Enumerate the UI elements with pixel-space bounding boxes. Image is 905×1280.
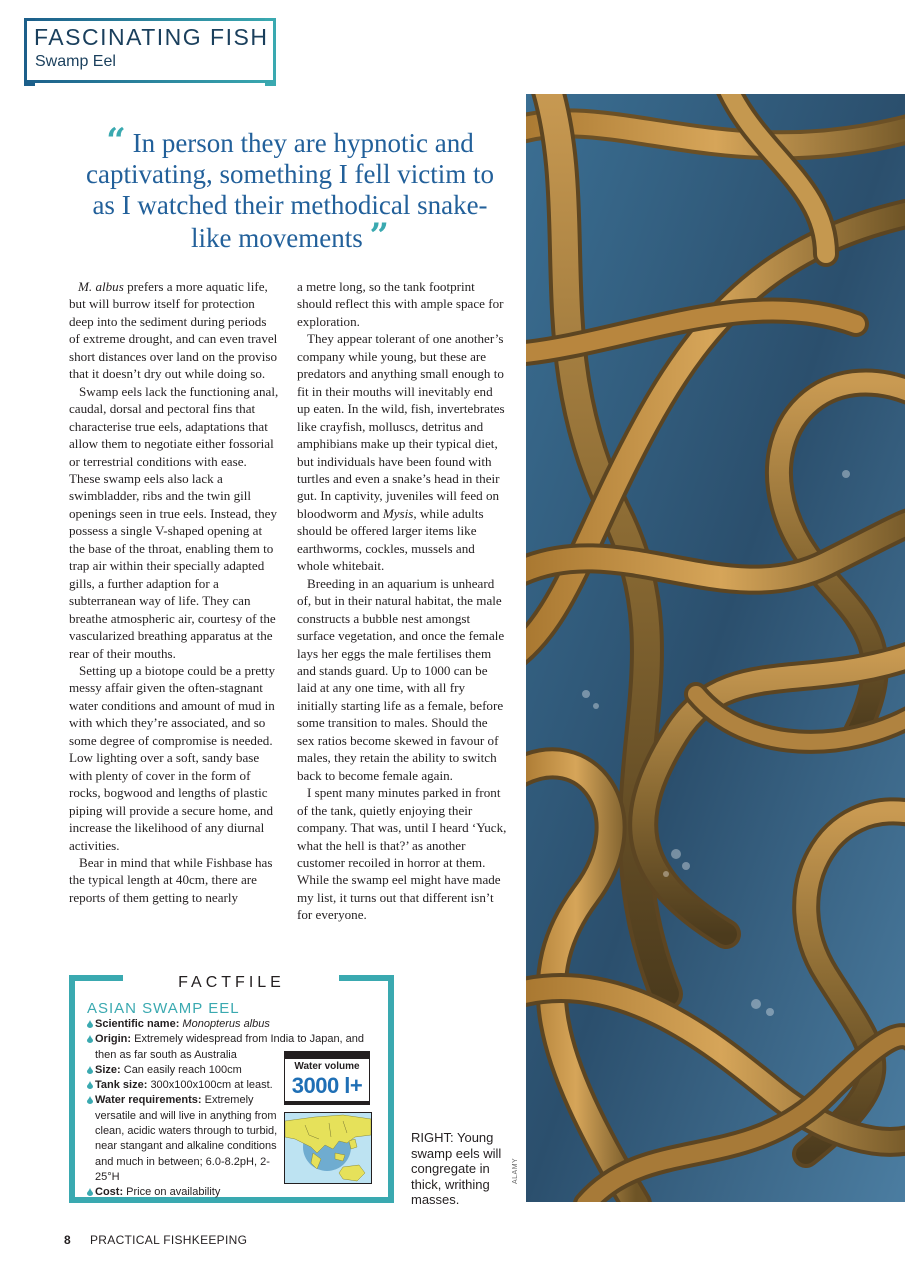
- paragraph: I spent many minutes parked in front of the tank, quietly enjoying their company. That was, until I heard ‘Yuck, what the hell is that?’ as another customer recoiled in horror at them. While the swamp eel might have made my list, it turns out that different isn’t for everyone.: [297, 785, 507, 923]
- paragraph: Swamp eels lack the functioning anal, caudal, dorsal and pectoral fins that characterise true eels, adaptations that allow them to negotiate either fossorial or terrestrial conditions with ease. These swamp eels also lack a swimbladder, ribs and the twin gill openings seen in true eels. Instead, they possess a single V-shaped opening at the base of the throat, enabling them to trap air within their specially adapted gills, a further adaption for a subterranean way of life. They can breathe atmospheric air, courtesy of the vascularized breathing apparatus at the rear of their mouths.: [69, 383, 279, 661]
- close-quote-icon: ”: [369, 216, 390, 256]
- section-title: FASCINATING FISH: [34, 24, 269, 50]
- droplet-icon: [87, 1035, 93, 1043]
- paragraph: Breeding in an aquarium is unheard of, but in their natural habitat, the male constructs a bubble nest amongst surface vegetation, and once the female lays her eggs the male fertilises them and stands guard. Up to 1000 can be laid at any one time, with all fry initially starting life as a female, before some transition to males. Should the sex ratios become skewed in favour of males, they retain the ability to switch back to become female again.: [297, 575, 505, 783]
- badge-bar-bottom: [284, 1101, 370, 1105]
- magazine-name: PRACTICAL FISHKEEPING: [90, 1233, 248, 1247]
- paragraph: They appear tolerant of one another’s company while young, but these are predators and anything small enough to fit in their mouths will inevitably end up eaten. In the wild, fish, invertebrates like crayfish, molluscs, detritus and amphibians make up their typical diet, but individuals have been found with turtles and even a snake’s head in their gut. In captivity, juveniles will feed on bloodworm and Mysis, while adults should be offered larger items like earthworms, cockles, mussels and whole whitebait.: [297, 331, 505, 574]
- factfile-item: Size: Can easily reach 100cm: [87, 1063, 382, 1078]
- factfile-box: [69, 975, 394, 1203]
- distribution-map: [284, 1112, 372, 1184]
- body-column-2: [297, 278, 507, 924]
- body-column-1: [69, 278, 279, 906]
- section-header: [24, 18, 274, 78]
- eels-illustration: [526, 94, 905, 1202]
- species-name: M. albus: [78, 279, 124, 294]
- factfile-item: Origin: Extremely widespread from India to Japan, and then as far south as Australia: [87, 1032, 382, 1063]
- droplet-icon: [87, 1096, 93, 1104]
- water-volume-value: 3000 l+: [291, 1073, 363, 1098]
- droplet-icon: [87, 1066, 93, 1074]
- header-border-top: [24, 18, 276, 21]
- header-border-bottom: [24, 80, 276, 83]
- badge-bar-top: [284, 1051, 370, 1059]
- page-number: 8: [64, 1233, 71, 1247]
- paragraph: Setting up a biotope could be a pretty messy affair given the often-stagnant water conditions and amount of mud in with which they’re associated, and so some degree of compromise is needed. Low lighting over a soft, sandy base with plenty of cover in the form of rocks, bogwood and lengths of plastic piping will provide a secure home, and increase the likelihood of any diurnal activities.: [69, 662, 275, 853]
- swamp-eels-photo: [526, 94, 905, 1202]
- species-name: Mysis: [382, 505, 414, 521]
- article-subtitle: Swamp Eel: [35, 53, 116, 70]
- factfile-title: FACTFILE: [178, 974, 285, 991]
- pull-quote-text: In person they are hypnotic and captivating, something I fell victim to as I watched their methodical snake-like movements: [86, 128, 494, 253]
- pull-quote: [80, 121, 500, 256]
- photo-caption: RIGHT: Young swamp eels will congregate in thick, writhing masses.: [411, 1130, 502, 1207]
- factfile-species: ASIAN SWAMP EEL: [87, 1000, 240, 1017]
- factfile-item: Scientific name: Monopterus albus: [87, 1017, 382, 1032]
- open-quote-icon: “: [106, 121, 126, 161]
- factfile-item: Water requirements: Extremely versatile and will live in anything from clean, acidic waters through to turbid, near stangant and alkaline conditions and much in between; 6.0-8.2pH, 2-25°H: [87, 1093, 280, 1185]
- droplet-icon: [87, 1081, 93, 1089]
- paragraph: M. albus prefers a more aquatic life, but will burrow itself for protection deep into the sediment during periods of extreme drought, and can even travel short distances over land on the proviso that it doesn’t dry out while doing so.: [69, 279, 278, 382]
- droplet-icon: [87, 1188, 93, 1196]
- world-map-icon: [285, 1113, 371, 1183]
- water-volume-label: Water volume: [294, 1061, 360, 1072]
- photo-credit: ALAMY: [512, 1157, 519, 1184]
- factfile-item: Tank size: 300x100x100cm at least.: [87, 1078, 382, 1093]
- factfile-item: Cost: Price on availability: [87, 1185, 382, 1200]
- water-volume-badge: [284, 1051, 370, 1105]
- paragraph: Bear in mind that while Fishbase has the typical length at 40cm, there are reports of them getting to nearly: [69, 854, 273, 905]
- paragraph: a metre long, so the tank footprint should reflect this with ample space for exploration.: [297, 279, 504, 329]
- droplet-icon: [87, 1020, 93, 1028]
